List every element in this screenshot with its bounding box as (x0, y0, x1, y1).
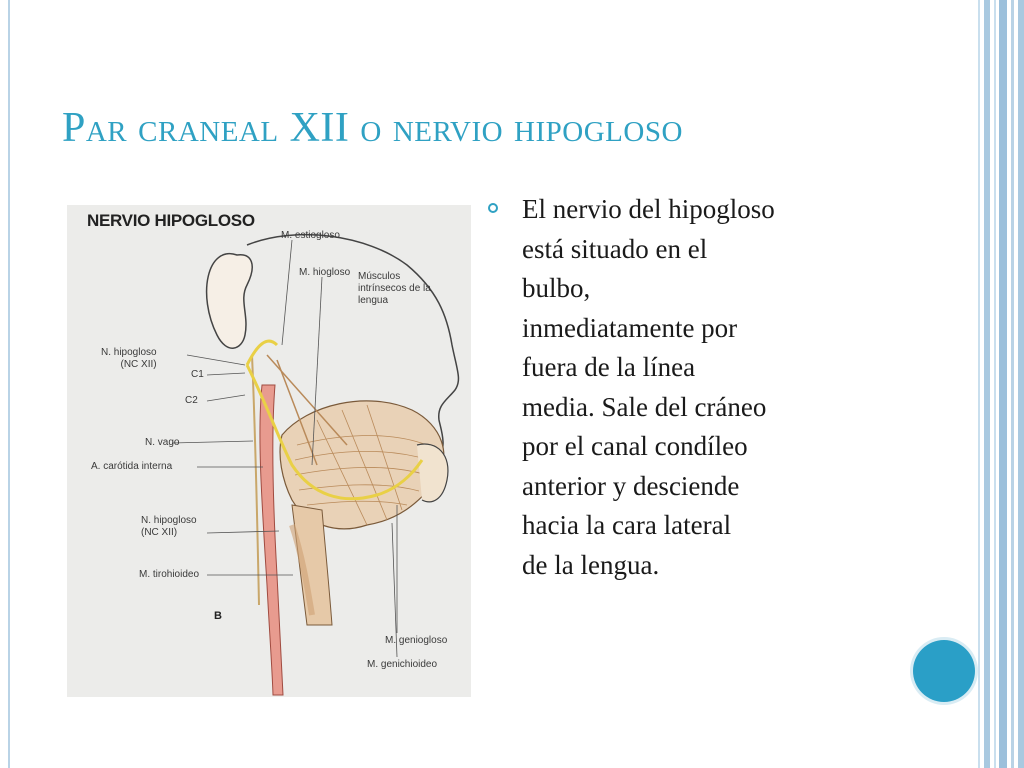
label-n-vago: N. vago (145, 437, 180, 448)
decorative-circle (913, 640, 975, 702)
label-c1: C1 (191, 369, 204, 380)
label-hiogloso: M. hiogloso (299, 267, 351, 278)
left-frame-line (8, 0, 10, 768)
label-estiogloso: M. estiogloso (281, 230, 340, 241)
bullet-circle-icon (488, 203, 498, 213)
label-carotida-interna: A. carótida interna (91, 461, 173, 472)
anatomy-figure (67, 205, 471, 697)
label-genihioideo: M. genichioideo (367, 659, 438, 670)
label-tirohioideo: M. tirohioideo (139, 569, 200, 580)
bullet-text: El nervio del hipogloso está situado en el bulbo, inmediatamente por fuera de la línea media. Sale del cráneo por el canal condíleo anterior y desciende hacia la cara lateral de la lengua. (522, 194, 775, 580)
label-n-hipogloso-lower: N. hipogloso (NC XII) (141, 515, 197, 538)
label-n-hipogloso-upper: N. hipogloso (NC XII) (101, 347, 157, 370)
label-c2: C2 (185, 395, 198, 406)
label-geniogloso: M. geniogloso (385, 635, 448, 646)
slide-title: Par craneal XII o nervio hipogloso (62, 105, 683, 151)
figure-title: NERVIO HIPOGLOSO (87, 211, 255, 230)
figure-letter-b: B (214, 610, 222, 622)
right-decorative-stripes (974, 0, 1024, 768)
label-musculos-intrinsecos: Músculos intrínsecos de la lengua (358, 271, 431, 306)
